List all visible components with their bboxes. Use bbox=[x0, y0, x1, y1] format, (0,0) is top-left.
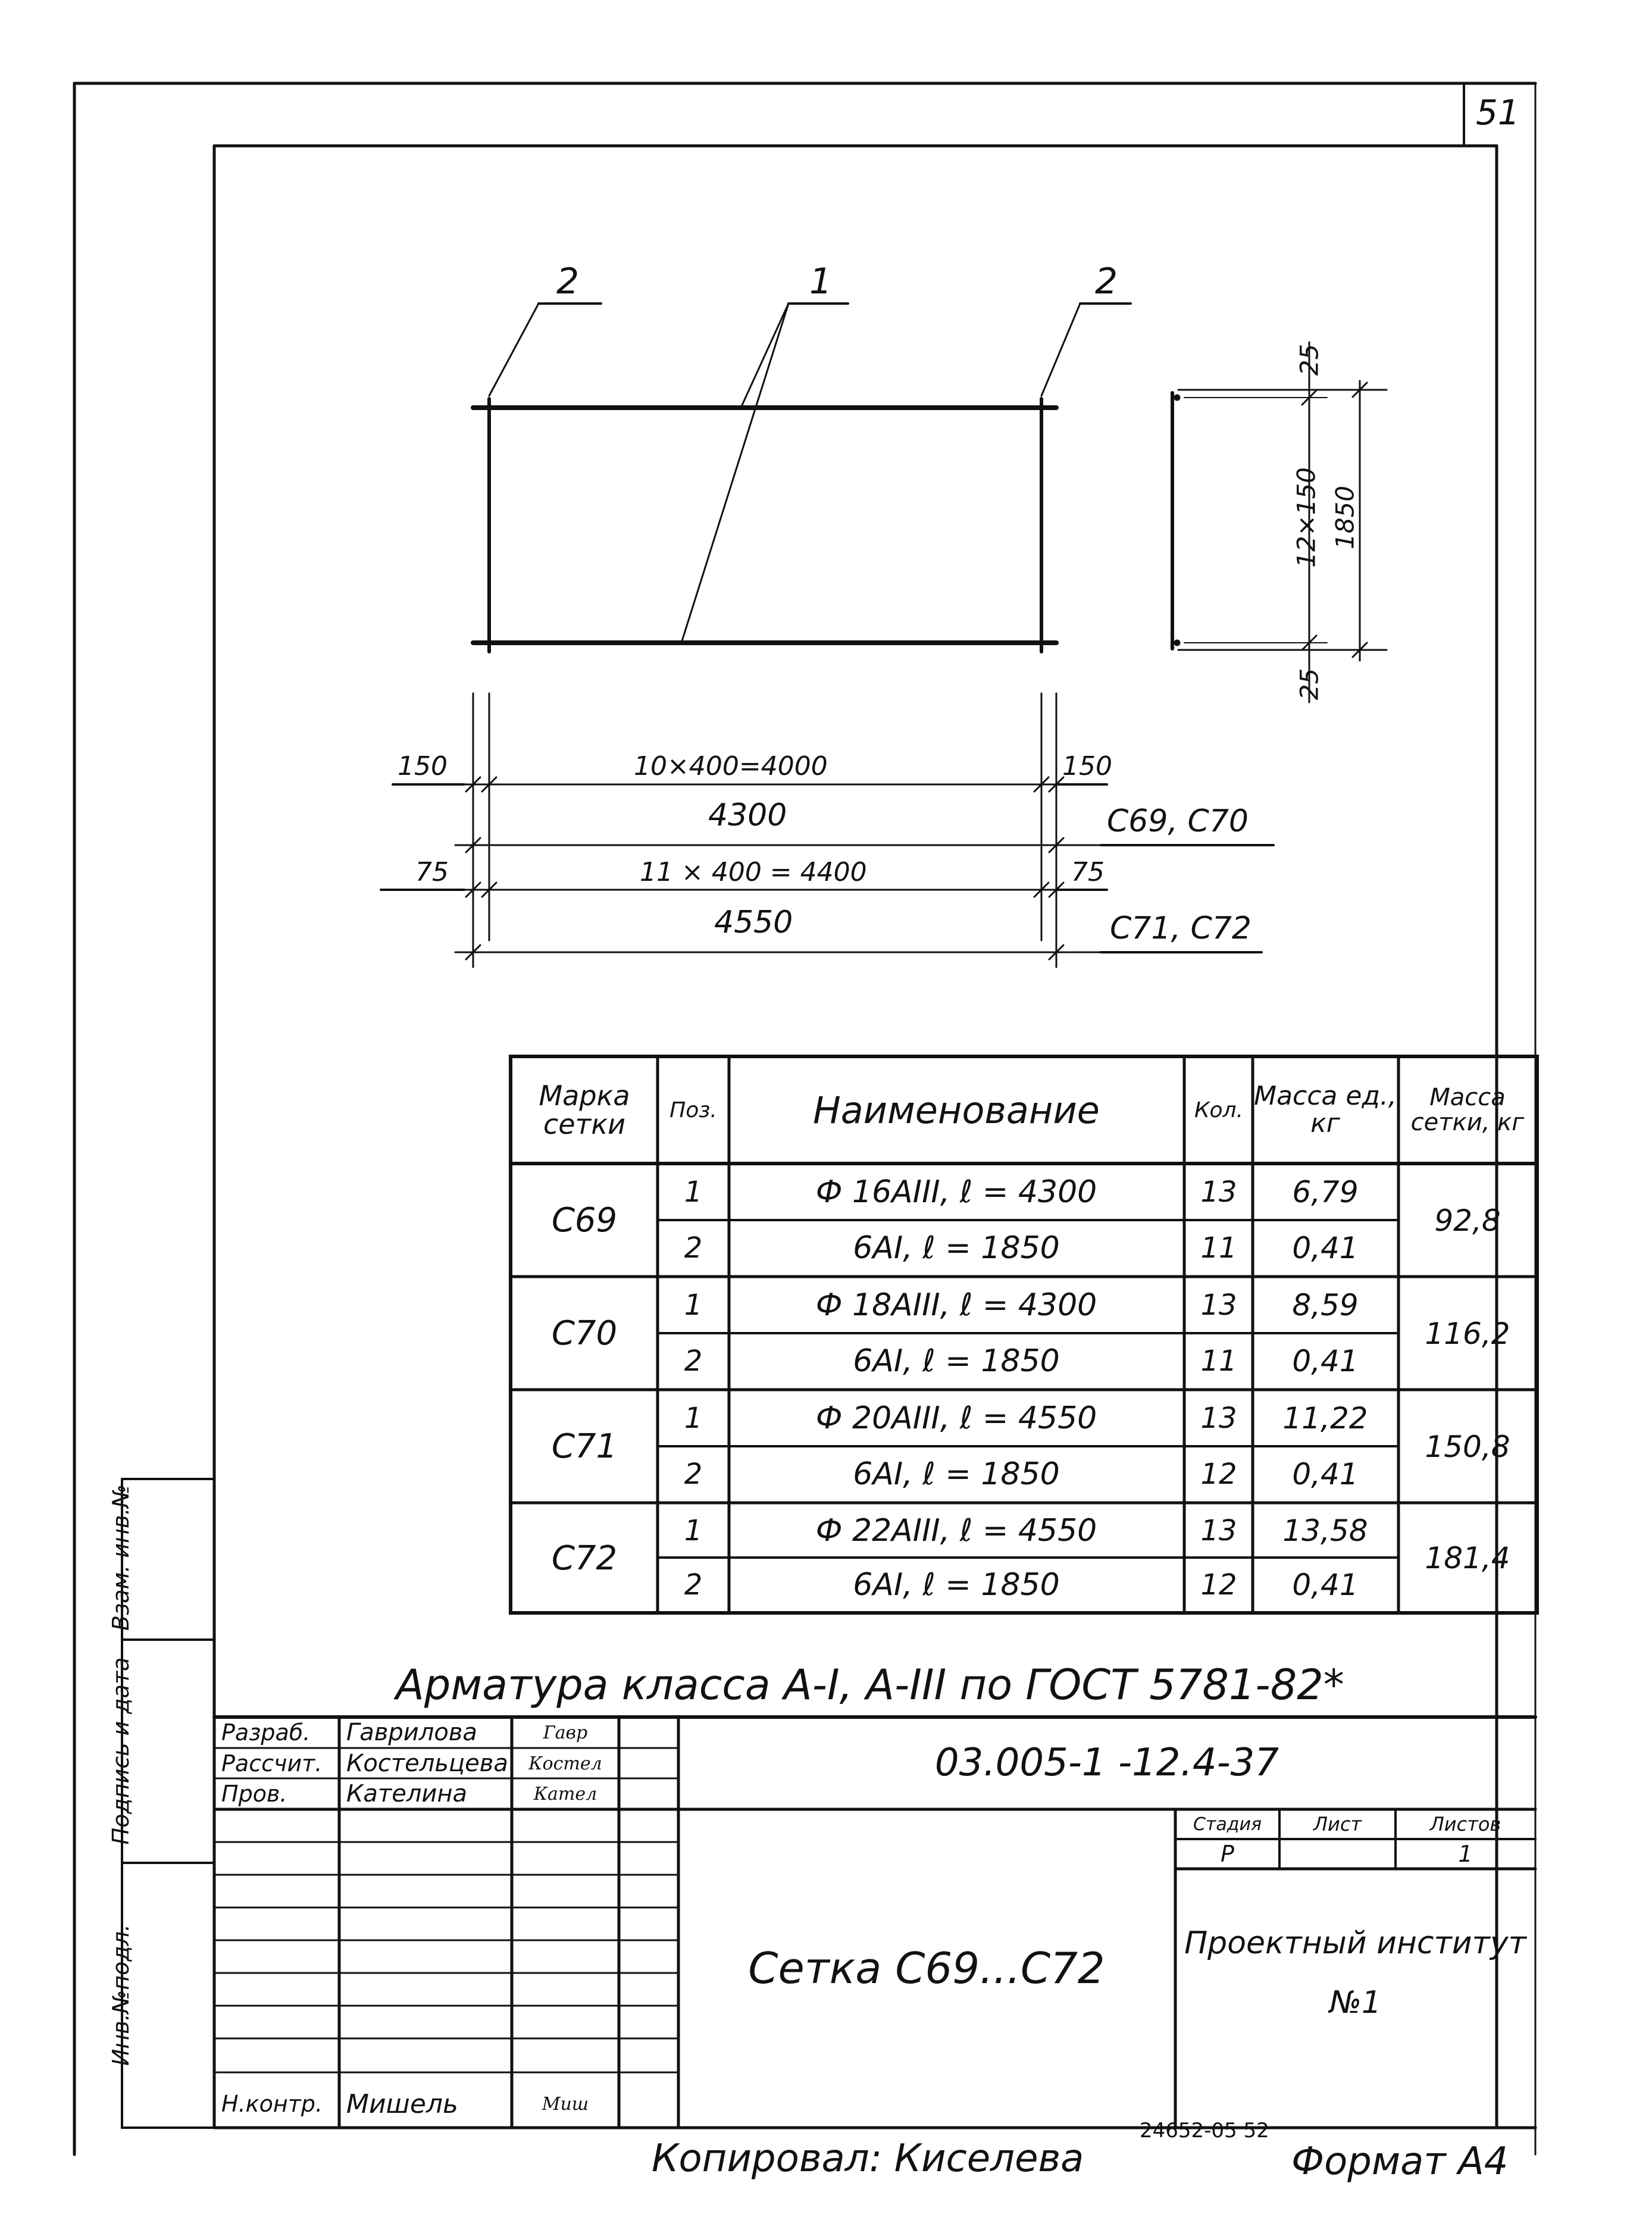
row-pos: 1 bbox=[684, 1402, 703, 1435]
organization-name: Проектный институт bbox=[1184, 1925, 1526, 1961]
header-mass-mesh: Масса сетки, кг bbox=[1410, 1084, 1525, 1136]
row-mass: 11,22 bbox=[1282, 1401, 1368, 1436]
row-name: Ф 16АIII, ℓ = 4300 bbox=[815, 1174, 1097, 1210]
name-checked: Кателина bbox=[346, 1780, 468, 1808]
row-mass: 8,59 bbox=[1292, 1288, 1359, 1322]
row-mass: 0,41 bbox=[1292, 1457, 1359, 1491]
dim-10x400: 10×400=4000 bbox=[634, 751, 828, 781]
copied-by: Копировал: Киселева bbox=[652, 2137, 1084, 2181]
row-pos: 1 bbox=[684, 1514, 703, 1547]
row-qty: 11 bbox=[1200, 1344, 1237, 1378]
row-mass-mesh: 92,8 bbox=[1434, 1203, 1501, 1238]
row-name: 6АI, ℓ = 1850 bbox=[853, 1456, 1060, 1492]
dim-marks-c71-c72: С71, С72 bbox=[1110, 911, 1252, 946]
row-qty: 12 bbox=[1200, 1458, 1237, 1491]
side-dim-top: 25 bbox=[1294, 343, 1324, 376]
sheets-value: 1 bbox=[1458, 1841, 1473, 1867]
header-pos: Поз. bbox=[669, 1097, 717, 1122]
row-qty: 11 bbox=[1200, 1231, 1237, 1265]
dim-4550: 4550 bbox=[714, 905, 793, 940]
name-norm-control: Мишель bbox=[346, 2088, 458, 2119]
sign-norm-control: Миш bbox=[542, 2093, 589, 2115]
row-mark: С70 bbox=[551, 1314, 618, 1353]
callout-2-right: 2 bbox=[1095, 261, 1118, 302]
sign-checked: Кател bbox=[533, 1783, 597, 1805]
row-mass-mesh: 116,2 bbox=[1425, 1316, 1510, 1351]
name-calculated: Костельцева bbox=[346, 1750, 508, 1777]
side-dim-overall: 1850 bbox=[1330, 486, 1360, 549]
row-mark: С72 bbox=[551, 1538, 618, 1578]
row-name: 6АI, ℓ = 1850 bbox=[853, 1343, 1060, 1379]
sign-developer: Гавр bbox=[543, 1722, 588, 1743]
dim-75-left: 75 bbox=[415, 857, 449, 887]
order-number: 24652-05 52 bbox=[1140, 2119, 1269, 2143]
sheet-number: 51 bbox=[1476, 92, 1520, 133]
row-qty: 13 bbox=[1200, 1402, 1237, 1435]
name-developer: Гаврилова bbox=[346, 1719, 477, 1746]
row-mass: 0,41 bbox=[1292, 1231, 1359, 1265]
row-pos: 2 bbox=[684, 1568, 703, 1602]
row-mass: 13,58 bbox=[1282, 1513, 1368, 1548]
sheets-label: Листов bbox=[1429, 1813, 1501, 1835]
role-checked: Пров. bbox=[221, 1781, 287, 1807]
reinforcement-note: Арматура класса А-I, А-III по ГОСТ 5781-82* bbox=[396, 1661, 1344, 1709]
row-mass-mesh: 181,4 bbox=[1425, 1541, 1510, 1575]
organization-number: №1 bbox=[1329, 1985, 1382, 2021]
header-name: Наименование bbox=[813, 1088, 1100, 1132]
dim-75-right: 75 bbox=[1071, 857, 1105, 887]
row-mark: С69 bbox=[551, 1201, 618, 1240]
dim-11x400: 11 × 400 = 4400 bbox=[640, 857, 867, 887]
row-qty: 13 bbox=[1200, 1175, 1237, 1209]
sheet-value bbox=[1281, 1840, 1394, 1868]
role-norm-control: Н.контр. bbox=[221, 2091, 323, 2117]
row-mass: 0,41 bbox=[1292, 1568, 1359, 1602]
row-pos: 1 bbox=[684, 1289, 703, 1322]
sign-calculated: Костел bbox=[528, 1753, 602, 1774]
sheet-label: Лист bbox=[1313, 1813, 1362, 1835]
side-stamp-signature-date: Подпись и дата bbox=[108, 1657, 134, 1845]
role-calculated: Рассчит. bbox=[221, 1750, 323, 1777]
dim-150-right: 150 bbox=[1062, 751, 1112, 781]
row-qty: 12 bbox=[1200, 1568, 1237, 1602]
row-name: Ф 18АIII, ℓ = 4300 bbox=[815, 1287, 1097, 1323]
row-pos: 2 bbox=[684, 1344, 703, 1378]
role-developer: Разраб. bbox=[221, 1719, 311, 1746]
side-stamp-original-inv: Инв.№подл. bbox=[108, 1924, 134, 2066]
row-mass-mesh: 150,8 bbox=[1425, 1429, 1510, 1464]
row-qty: 13 bbox=[1200, 1289, 1237, 1322]
doc-code: 03.005-1 -12.4-37 bbox=[934, 1741, 1279, 1785]
row-pos: 2 bbox=[684, 1458, 703, 1491]
callout-1: 1 bbox=[809, 261, 833, 302]
row-name: 6АI, ℓ = 1850 bbox=[853, 1230, 1060, 1266]
dim-marks-c69-c70: С69, С70 bbox=[1107, 803, 1249, 839]
header-mark: Марка сетки bbox=[539, 1079, 630, 1140]
header-mass-item: Масса ед., кг bbox=[1254, 1080, 1397, 1139]
row-name: Ф 20АIII, ℓ = 4550 bbox=[815, 1400, 1097, 1436]
stage-label: Стадия bbox=[1193, 1813, 1262, 1835]
side-stamp-replaced: Взам. инв.№ bbox=[108, 1484, 134, 1631]
row-mass: 0,41 bbox=[1292, 1344, 1359, 1378]
dim-4300: 4300 bbox=[708, 798, 787, 833]
row-mass: 6,79 bbox=[1292, 1175, 1359, 1209]
side-dim-middle: 12×150 bbox=[1291, 467, 1321, 568]
callout-2-left: 2 bbox=[556, 261, 580, 302]
drawing-title: Сетка С69...С72 bbox=[748, 1943, 1105, 1993]
row-name: 6АI, ℓ = 1850 bbox=[853, 1567, 1060, 1603]
header-qty: Кол. bbox=[1194, 1097, 1244, 1122]
row-mark: С71 bbox=[551, 1427, 618, 1466]
row-pos: 1 bbox=[684, 1175, 703, 1209]
row-name: Ф 22АIII, ℓ = 4550 bbox=[815, 1513, 1097, 1549]
row-pos: 2 bbox=[684, 1231, 703, 1265]
side-dim-bottom: 25 bbox=[1294, 668, 1324, 701]
dim-150-left: 150 bbox=[398, 751, 448, 781]
row-qty: 13 bbox=[1200, 1514, 1237, 1547]
sheet-format: Формат А4 bbox=[1291, 2140, 1509, 2184]
stage-value: Р bbox=[1221, 1841, 1234, 1867]
